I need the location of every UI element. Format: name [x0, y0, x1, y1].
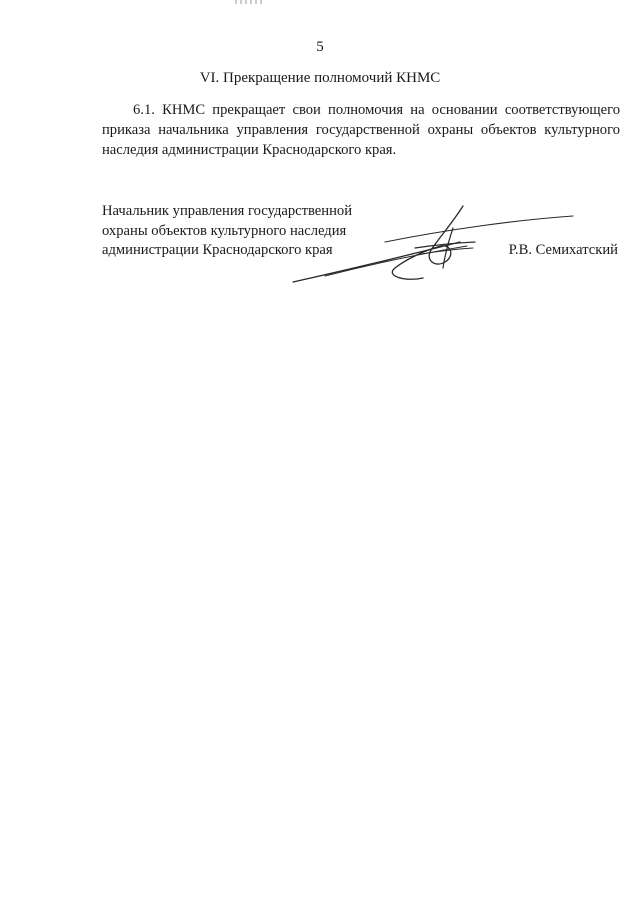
signature-stroke-cross [415, 242, 475, 248]
signature-stroke-vertical [443, 228, 453, 268]
page-number: 5 [316, 39, 324, 55]
scan-edge-marks [0, 0, 640, 6]
signatory-position-line: охраны объектов культурного наследия [102, 222, 347, 239]
section-heading: VI. Прекращение полномочий КНМС [199, 70, 441, 86]
signatory-position [102, 202, 382, 261]
signatory-position-line: администрации Краснодарского края [102, 242, 333, 258]
signature-stroke-upper [385, 216, 573, 242]
signature-stroke-cross-2 [421, 248, 473, 254]
signature-stroke-loop [392, 206, 463, 279]
signatory-name: Р.В. Семихатский [508, 242, 618, 258]
paragraph-6-1: 6.1. КНМС прекращает свои полномочия на основании соответствующего приказа начальника управления государственной охраны объектов культурного наследия администрации Краснодарского края. [102, 102, 620, 158]
signatory-position-line: Начальник управления государственной [102, 203, 353, 219]
